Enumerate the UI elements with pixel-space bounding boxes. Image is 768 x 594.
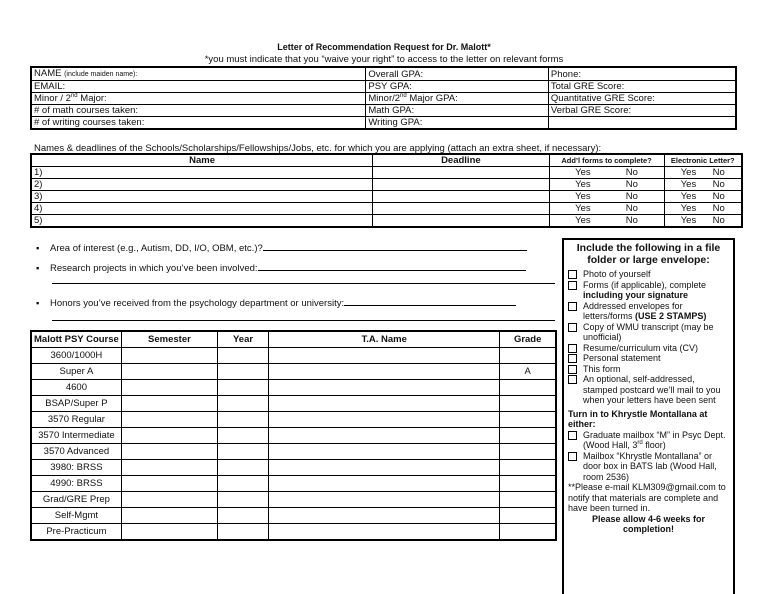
ta-name-cell[interactable] bbox=[269, 476, 500, 492]
form-title: Letter of Recommendation Request for Dr. Malott* bbox=[277, 42, 491, 52]
verbal-gre-field[interactable]: Verbal GRE Score: bbox=[548, 105, 736, 117]
forms-cell[interactable] bbox=[549, 179, 664, 191]
course-col-header: T.A. Name bbox=[269, 331, 500, 348]
yes-option[interactable]: Yes bbox=[575, 179, 591, 190]
course-name-cell: 3570 Advanced bbox=[31, 444, 121, 460]
grade-cell[interactable] bbox=[500, 348, 556, 364]
schools-instructions: Names & deadlines of the Schools/Scholarships/Fellowships/Jobs, etc. for which you are applying (attach an extra sheet, if necessary): bbox=[34, 143, 602, 154]
checklist-item-forms: Forms (if applicable), complete including your signature bbox=[568, 280, 729, 301]
course-col-header: Semester bbox=[121, 331, 217, 348]
overall-gpa-field[interactable]: Overall GPA: bbox=[366, 67, 549, 81]
electronic-cell[interactable] bbox=[664, 167, 742, 179]
yes-option[interactable]: Yes bbox=[575, 191, 591, 202]
grade-cell[interactable] bbox=[500, 508, 556, 524]
grade-cell[interactable] bbox=[500, 412, 556, 428]
yes-option[interactable]: Yes bbox=[680, 191, 697, 202]
grade-cell[interactable] bbox=[500, 460, 556, 476]
course-row bbox=[31, 524, 556, 541]
total-gre-field[interactable]: Total GRE Score: bbox=[548, 81, 736, 93]
course-name-cell: 3600/1000H bbox=[31, 348, 121, 364]
electronic-cell[interactable] bbox=[664, 191, 742, 203]
ta-name-cell[interactable] bbox=[269, 412, 500, 428]
electronic-cell[interactable] bbox=[664, 215, 742, 228]
forms-cell[interactable] bbox=[549, 191, 664, 203]
course-name-cell: 3570 Intermediate bbox=[31, 428, 121, 444]
checkbox[interactable] bbox=[568, 344, 577, 353]
checklist-panel bbox=[562, 238, 735, 594]
no-option[interactable]: No bbox=[625, 179, 638, 190]
checkbox[interactable] bbox=[568, 323, 577, 332]
semester-cell[interactable] bbox=[121, 396, 217, 412]
email-note: **Please e-mail KLM309@gmail.com to notify that materials are complete and have been turned in. bbox=[568, 482, 726, 513]
course-row bbox=[31, 444, 556, 460]
checkbox[interactable] bbox=[568, 302, 577, 311]
school-row bbox=[31, 191, 742, 203]
checklist-heading: Include the following in a file folder or large envelope: bbox=[576, 242, 721, 266]
course-table bbox=[30, 330, 557, 541]
research-line-2[interactable] bbox=[52, 283, 555, 284]
year-cell[interactable] bbox=[218, 524, 269, 541]
deadline-cell[interactable] bbox=[373, 167, 549, 179]
interest-input[interactable] bbox=[263, 241, 527, 251]
no-option[interactable]: No bbox=[712, 215, 725, 226]
ta-name-cell[interactable] bbox=[269, 364, 500, 380]
course-name-cell: 4990: BRSS bbox=[31, 476, 121, 492]
ta-name-cell[interactable] bbox=[269, 428, 500, 444]
yes-option[interactable]: Yes bbox=[680, 179, 697, 190]
no-option[interactable]: No bbox=[712, 191, 725, 202]
ta-name-cell[interactable] bbox=[269, 460, 500, 476]
year-cell[interactable] bbox=[218, 380, 269, 396]
research-input[interactable] bbox=[258, 261, 526, 271]
checklist-item-transcript: Copy of WMU transcript (may be unofficial) bbox=[568, 322, 729, 343]
course-row bbox=[31, 460, 556, 476]
math-gpa-field[interactable]: Math GPA: bbox=[366, 105, 549, 117]
checklist-item-resume: Resume/curriculum vita (CV) bbox=[568, 343, 729, 354]
year-cell[interactable] bbox=[218, 412, 269, 428]
forms-cell[interactable] bbox=[549, 215, 664, 228]
school-row bbox=[31, 179, 742, 191]
honors-line-2[interactable] bbox=[52, 320, 555, 321]
math-courses-field[interactable]: # of math courses taken: bbox=[31, 105, 366, 117]
grade-cell[interactable] bbox=[500, 380, 556, 396]
ta-name-cell[interactable] bbox=[269, 492, 500, 508]
year-cell[interactable] bbox=[218, 428, 269, 444]
yes-option[interactable]: Yes bbox=[575, 215, 591, 226]
yes-option[interactable]: Yes bbox=[680, 203, 697, 214]
interest-question: ▪ Area of interest (e.g., Autism, DD, I/O, OBM, etc.)? bbox=[36, 241, 527, 254]
grade-cell[interactable] bbox=[500, 444, 556, 460]
no-option[interactable]: No bbox=[712, 167, 725, 178]
year-cell[interactable] bbox=[218, 508, 269, 524]
ta-name-cell[interactable] bbox=[269, 444, 500, 460]
ta-name-cell[interactable] bbox=[269, 508, 500, 524]
electronic-cell[interactable] bbox=[664, 203, 742, 215]
col-electronic: Electronic Letter? bbox=[664, 154, 742, 167]
quant-gre-field[interactable]: Quantitative GRE Score: bbox=[548, 93, 736, 105]
checklist-item-envelopes: Addressed envelopes for letters/forms (USE 2 STAMPS) bbox=[568, 301, 729, 322]
course-row bbox=[31, 380, 556, 396]
form-subtitle: *you must indicate that you “waive your right” to access to the letter on relevant forms bbox=[204, 54, 564, 65]
col-name: Name bbox=[31, 154, 373, 167]
school-row bbox=[31, 167, 742, 179]
course-name-cell: 3980: BRSS bbox=[31, 460, 121, 476]
checklist-item-form: This form bbox=[568, 364, 729, 375]
no-option[interactable]: No bbox=[625, 191, 638, 202]
semester-cell[interactable] bbox=[121, 348, 217, 364]
school-name-cell[interactable]: 4) bbox=[31, 203, 373, 215]
checklist-item-postcard: An optional, self-addressed, stamped postcard we’ll mail to you when your letters have been sent bbox=[568, 374, 729, 406]
completion-note: Please allow 4-6 weeks for completion! bbox=[591, 513, 706, 534]
semester-cell[interactable] bbox=[121, 492, 217, 508]
semester-cell[interactable] bbox=[121, 412, 217, 428]
course-row bbox=[31, 492, 556, 508]
course-row bbox=[31, 508, 556, 524]
checklist-item-photo: Photo of yourself bbox=[568, 269, 729, 280]
checkbox[interactable] bbox=[568, 452, 577, 461]
course-col-header: Malott PSY Course bbox=[31, 331, 121, 348]
no-option[interactable]: No bbox=[625, 167, 638, 178]
grade-cell[interactable]: A bbox=[500, 364, 556, 380]
yes-option[interactable]: Yes bbox=[575, 167, 591, 178]
ta-name-cell[interactable] bbox=[269, 348, 500, 364]
col-deadline: Deadline bbox=[373, 154, 549, 167]
grade-cell[interactable] bbox=[500, 492, 556, 508]
checkbox[interactable] bbox=[568, 281, 577, 290]
ta-name-cell[interactable] bbox=[269, 524, 500, 541]
course-name-cell: Super A bbox=[31, 364, 121, 380]
no-option[interactable]: No bbox=[712, 179, 725, 190]
ta-name-cell[interactable] bbox=[269, 380, 500, 396]
grade-cell[interactable] bbox=[500, 476, 556, 492]
email-field[interactable]: EMAIL: bbox=[31, 81, 366, 93]
school-name-cell[interactable]: 1) bbox=[31, 167, 373, 179]
deadline-cell[interactable] bbox=[373, 215, 549, 228]
empty-cell bbox=[548, 117, 736, 130]
semester-cell[interactable] bbox=[121, 428, 217, 444]
course-name-cell: Grad/GRE Prep bbox=[31, 492, 121, 508]
turn-in-option-bats: Mailbox “Khrystle Montallana” or door box in BATS lab (Wood Hall, room 2536) bbox=[568, 451, 729, 483]
deadline-cell[interactable] bbox=[373, 191, 549, 203]
semester-cell[interactable] bbox=[121, 380, 217, 396]
no-option[interactable]: No bbox=[625, 215, 638, 226]
year-cell[interactable] bbox=[218, 492, 269, 508]
col-forms: Add’l forms to complete? bbox=[549, 154, 664, 167]
semester-cell[interactable] bbox=[121, 524, 217, 541]
electronic-cell[interactable] bbox=[664, 179, 742, 191]
school-row bbox=[31, 203, 742, 215]
deadline-cell[interactable] bbox=[373, 203, 549, 215]
forms-cell[interactable] bbox=[549, 167, 664, 179]
year-cell[interactable] bbox=[218, 460, 269, 476]
checkbox[interactable] bbox=[568, 365, 577, 374]
course-row bbox=[31, 476, 556, 492]
research-question: ▪ Research projects in which you’ve been involved: bbox=[36, 261, 526, 274]
semester-cell[interactable] bbox=[121, 508, 217, 524]
turn-in-option-mailbox: Graduate mailbox “M” in Psyc Dept. (Wood Hall, 3rd floor) bbox=[568, 430, 729, 451]
school-name-cell[interactable]: 2) bbox=[31, 179, 373, 191]
year-cell[interactable] bbox=[218, 348, 269, 364]
forms-cell[interactable] bbox=[549, 203, 664, 215]
year-cell[interactable] bbox=[218, 444, 269, 460]
school-name-cell[interactable]: 5) bbox=[31, 215, 373, 228]
grade-cell[interactable] bbox=[500, 428, 556, 444]
year-cell[interactable] bbox=[218, 396, 269, 412]
schools-table bbox=[30, 153, 743, 228]
writing-gpa-field[interactable]: Writing GPA: bbox=[366, 117, 549, 130]
no-option[interactable]: No bbox=[712, 203, 725, 214]
deadline-cell[interactable] bbox=[373, 179, 549, 191]
yes-option[interactable]: Yes bbox=[680, 167, 697, 178]
semester-cell[interactable] bbox=[121, 364, 217, 380]
course-name-cell: 3570 Regular bbox=[31, 412, 121, 428]
course-row bbox=[31, 364, 556, 380]
course-row bbox=[31, 412, 556, 428]
grade-cell[interactable] bbox=[500, 396, 556, 412]
checkbox[interactable] bbox=[568, 375, 577, 384]
course-row bbox=[31, 396, 556, 412]
course-name-cell: BSAP/Super P bbox=[31, 396, 121, 412]
yes-option[interactable]: Yes bbox=[575, 203, 591, 214]
school-name-cell[interactable]: 3) bbox=[31, 191, 373, 203]
personal-info-table bbox=[30, 66, 737, 130]
course-row bbox=[31, 428, 556, 444]
course-col-header: Grade bbox=[500, 331, 556, 348]
ta-name-cell[interactable] bbox=[269, 396, 500, 412]
honors-input[interactable] bbox=[344, 296, 516, 306]
course-name-cell: Self-Mgmt bbox=[31, 508, 121, 524]
turn-in-note: Turn in to Khrystle Montallana at either: bbox=[568, 408, 708, 429]
course-row bbox=[31, 348, 556, 364]
yes-option[interactable]: Yes bbox=[680, 215, 697, 226]
semester-cell[interactable] bbox=[121, 460, 217, 476]
semester-cell[interactable] bbox=[121, 476, 217, 492]
minor-gpa-field[interactable]: Minor/2nd Major GPA: bbox=[366, 93, 549, 105]
minor-field[interactable]: Minor / 2nd Major: bbox=[31, 93, 366, 105]
course-col-header: Year bbox=[218, 331, 269, 348]
checkbox[interactable] bbox=[568, 270, 577, 279]
name-field[interactable]: NAME (include maiden name): bbox=[31, 67, 366, 81]
year-cell[interactable] bbox=[218, 364, 269, 380]
course-name-cell: 4600 bbox=[31, 380, 121, 396]
course-name-cell: Pre-Practicum bbox=[31, 524, 121, 541]
checkbox[interactable] bbox=[568, 354, 577, 363]
psy-gpa-field[interactable]: PSY GPA: bbox=[366, 81, 549, 93]
school-row bbox=[31, 215, 742, 228]
checklist-item-statement: Personal statement bbox=[568, 353, 729, 364]
no-option[interactable]: No bbox=[625, 203, 638, 214]
phone-field[interactable]: Phone: bbox=[548, 67, 736, 81]
writing-courses-field[interactable]: # of writing courses taken: bbox=[31, 117, 366, 130]
honors-question: ▪ Honors you’ve received from the psychology department or university: bbox=[36, 296, 516, 309]
checkbox[interactable] bbox=[568, 431, 577, 440]
grade-cell[interactable] bbox=[500, 524, 556, 541]
semester-cell[interactable] bbox=[121, 444, 217, 460]
year-cell[interactable] bbox=[218, 476, 269, 492]
